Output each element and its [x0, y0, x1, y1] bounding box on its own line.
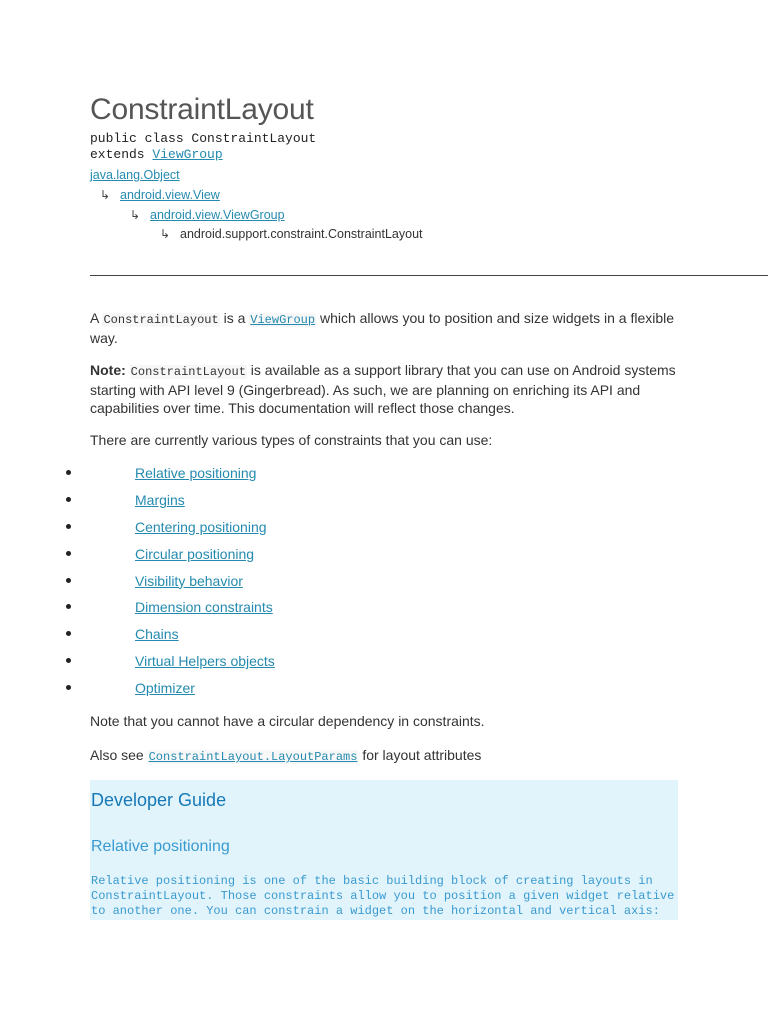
- constraints-intro: There are currently various types of constraints that you can use:: [90, 432, 493, 448]
- intro-suffix: which allows you to position and size widgets in a flexible way.: [90, 310, 675, 346]
- bullet-icon: [66, 604, 71, 609]
- constraint-link-margins[interactable]: Margins: [135, 491, 185, 508]
- bullet-icon: [66, 685, 71, 690]
- note-label: Note:: [90, 362, 126, 378]
- bullet-icon: [66, 658, 71, 663]
- also-see-paragraph: [90, 746, 690, 766]
- bullet-icon: [66, 551, 71, 556]
- constraint-link-virtual-helpers[interactable]: Virtual Helpers objects: [135, 653, 275, 670]
- hierarchy-arrow-icon: ↳: [130, 208, 141, 222]
- circular-dependency-note: Note that you cannot have a circular dependency in constraints.: [90, 713, 485, 729]
- developer-guide-subtitle: Relative positioning: [91, 838, 230, 855]
- class-extends: [90, 147, 223, 163]
- bullet-icon: [66, 524, 71, 529]
- constraint-link-dimension-constraints[interactable]: Dimension constraints: [135, 599, 273, 616]
- constraint-link-visibility-behavior[interactable]: Visibility behavior: [135, 572, 243, 589]
- hierarchy-link-object[interactable]: java.lang.Object: [90, 168, 180, 182]
- note-code-constraintlayout: ConstraintLayout: [130, 365, 246, 379]
- developer-guide-title: Developer Guide: [91, 790, 227, 810]
- constraint-link-optimizer[interactable]: Optimizer: [135, 680, 195, 697]
- bullet-icon: [66, 631, 71, 636]
- note-text: is available as a support library that you can use on Android systems starting with API level 9 (Gingerbread). As such, we are planning on enriching its API and capabilities over time. This documentation will reflect those changes.: [90, 362, 676, 416]
- intro-paragraph: [90, 309, 690, 347]
- constraint-link-circular-positioning[interactable]: Circular positioning: [135, 545, 255, 562]
- extends-keyword: extends: [90, 147, 153, 162]
- intro-mid: is a: [219, 310, 250, 326]
- also-see-suffix: for layout attributes: [358, 747, 482, 763]
- hierarchy-arrow-icon: ↳: [100, 188, 111, 202]
- class-signature: public class ConstraintLayout: [90, 131, 317, 146]
- intro-viewgroup-link[interactable]: ViewGroup: [250, 313, 316, 327]
- intro-code-constraintlayout: ConstraintLayout: [103, 313, 219, 327]
- hierarchy-item-object: [90, 167, 180, 183]
- hierarchy-current-class: android.support.constraint.ConstraintLayout: [180, 227, 423, 241]
- hierarchy-item-viewgroup: [130, 207, 285, 223]
- constraint-link-centering-positioning[interactable]: Centering positioning: [135, 518, 267, 535]
- hierarchy-link-viewgroup[interactable]: android.view.ViewGroup: [150, 208, 285, 222]
- constraint-link-relative-positioning[interactable]: Relative positioning: [135, 465, 257, 481]
- constraint-link-chains[interactable]: Chains: [135, 626, 179, 643]
- hierarchy-link-view[interactable]: android.view.View: [120, 188, 220, 202]
- bullet-icon: [66, 470, 71, 475]
- bullet-icon: [66, 497, 71, 502]
- section-divider: [90, 275, 768, 276]
- note-paragraph: [90, 361, 690, 417]
- developer-guide-body: Relative positioning is one of the basic building block of creating layouts in ConstraintLayout. Those constraints allow you to position a given widget relative to another one. You can constrain a widget on the horizontal and vertical axis:: [91, 874, 675, 918]
- intro-prefix: A: [90, 310, 103, 326]
- hierarchy-item-constraintlayout: [160, 226, 423, 242]
- hierarchy-arrow-icon: ↳: [160, 227, 171, 241]
- hierarchy-item-view: [100, 187, 220, 203]
- page-title: ConstraintLayout: [90, 93, 314, 126]
- also-see-prefix: Also see: [90, 747, 148, 763]
- layoutparams-link[interactable]: ConstraintLayout.LayoutParams: [148, 750, 358, 764]
- bullet-icon: [66, 578, 71, 583]
- developer-guide-panel: [90, 780, 678, 920]
- extends-viewgroup-link[interactable]: ViewGroup: [152, 147, 223, 162]
